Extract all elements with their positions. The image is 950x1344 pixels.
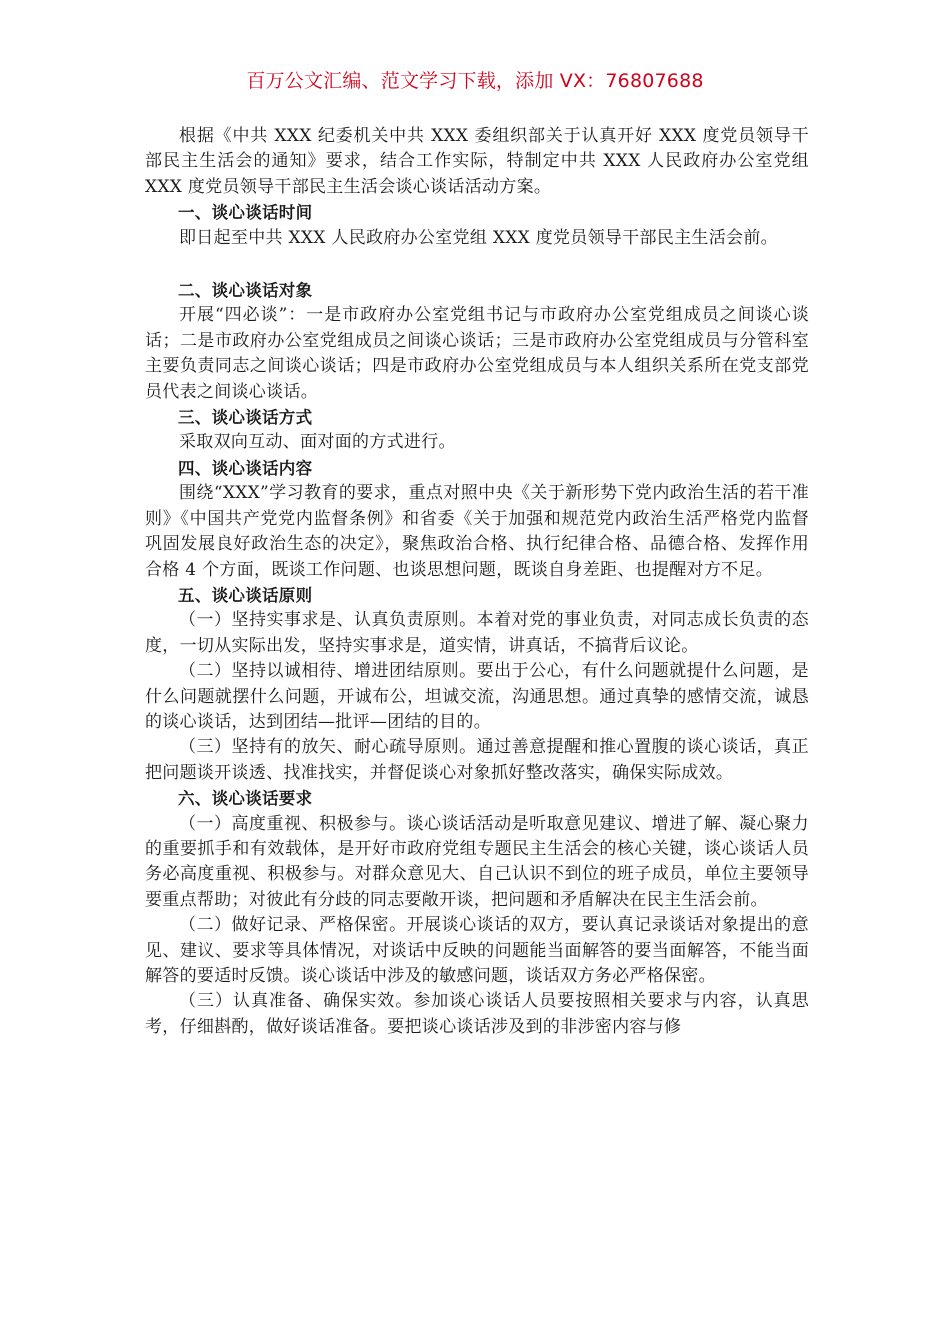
requirement-paragraph: （二）做好记录、严格保密。开展谈心谈话的双方，要认真记录谈话对象提出的意见、建议、要求等具体情况，对谈话中反映的问题能当面解答的要当面解答，不能当面解答的要适时反馈。谈心谈话中涉及的敏感问题，谈话双方务必严格保密。 bbox=[145, 915, 809, 986]
section-text-targets: 开展“四必谈”：一是市政府办公室党组书记与市政府办公室党组成员之间谈心谈话；二是市政府办公室党组成员之间谈心谈话；三是市政府办公室党组成员与分管科室主要负责同志之间谈心谈话；四是市政府办公室党组成员与本人组织关系所在党支部党员代表之间谈心谈话。 bbox=[145, 305, 809, 402]
blank-line bbox=[145, 251, 809, 278]
intro-paragraph: 根据《中共 XXX 纪委机关中共 XXX 委组织部关于认真开好 XXX 度党员领导干部民主生活会的通知》要求，结合工作实际，特制定中共 XXX 人民政府办公室党组 XXX 度党员领导干部民主生活会谈心谈话活动方案。 bbox=[145, 126, 809, 197]
section-heading-principles: 五、谈心谈话原则 bbox=[178, 585, 313, 605]
principle-paragraph: （三）坚持有的放矢、耐心疏导原则。通过善意提醒和推心置腹的谈心谈话，真正把问题谈开谈透、找准找实，并督促谈心对象抓好整改落实，确保实际成效。 bbox=[145, 737, 809, 783]
requirement-paragraph: （一）高度重视、积极参与。谈心谈话活动是听取意见建议、增进了解、凝心聚力的重要抓手和有效载体，是开好市政府党组专题民主生活会的核心关键，谈心谈话人员务必高度重视、积极参与。对群众意见大、自己认识不到位的班子成员，单位主要领导要重点帮助；对彼此有分歧的同志要敞开谈，把问题和矛盾解决在民主生活会前。 bbox=[145, 813, 809, 910]
requirement-paragraph: （三）认真准备、确保实效。参加谈心谈话人员要按照相关要求与内容，认真思考，仔细斟酌，做好谈话准备。要把谈心谈话涉及到的非涉密内容与修 bbox=[145, 991, 809, 1037]
document-body bbox=[145, 124, 809, 1040]
section-heading-requirements: 六、谈心谈话要求 bbox=[178, 789, 313, 809]
section-text-content: 围绕“XXX”学习教育的要求，重点对照中央《关于新形势下党内政治生活的若干准则》《中国共产党党内监督条例》和省委《关于加强和规范党内政治生活严格党内监督巩固发展良好政治生态的决定》，聚焦政治合格、执行纪律合格、品德合格、发挥作用合格 4 个方面，既谈工作问题、也谈思想问题，既谈自身差距、也提醒对方不足。 bbox=[145, 483, 809, 580]
watermark-header: 百万公文汇编、范文学习下载，添加 VX：76807688 bbox=[246, 70, 704, 92]
section-heading-time: 一、谈心谈话时间 bbox=[178, 203, 313, 223]
section-text-method: 采取双向互动、面对面的方式进行。 bbox=[179, 432, 456, 453]
principle-paragraph: （一）坚持实事求是、认真负责原则。本着对党的事业负责，对同志成长负责的态度，一切从实际出发，坚持实事求是，道实情，讲真话，不搞背后议论。 bbox=[145, 610, 809, 656]
principle-paragraph: （二）坚持以诚相待、增进团结原则。要出于公心，有什么问题就提什么问题，是什么问题就摆什么问题，开诚布公，坦诚交流，沟通思想。通过真挚的感情交流，诚恳的谈心谈话，达到团结—批评—团结的目的。 bbox=[145, 661, 809, 732]
section-heading-content: 四、谈心谈话内容 bbox=[178, 458, 313, 478]
section-heading-method: 三、谈心谈话方式 bbox=[178, 408, 313, 428]
section-text-time: 即日起至中共 XXX 人民政府办公室党组 XXX 度党员领导干部民主生活会前。 bbox=[179, 227, 778, 248]
section-heading-targets: 二、谈心谈话对象 bbox=[178, 281, 313, 301]
